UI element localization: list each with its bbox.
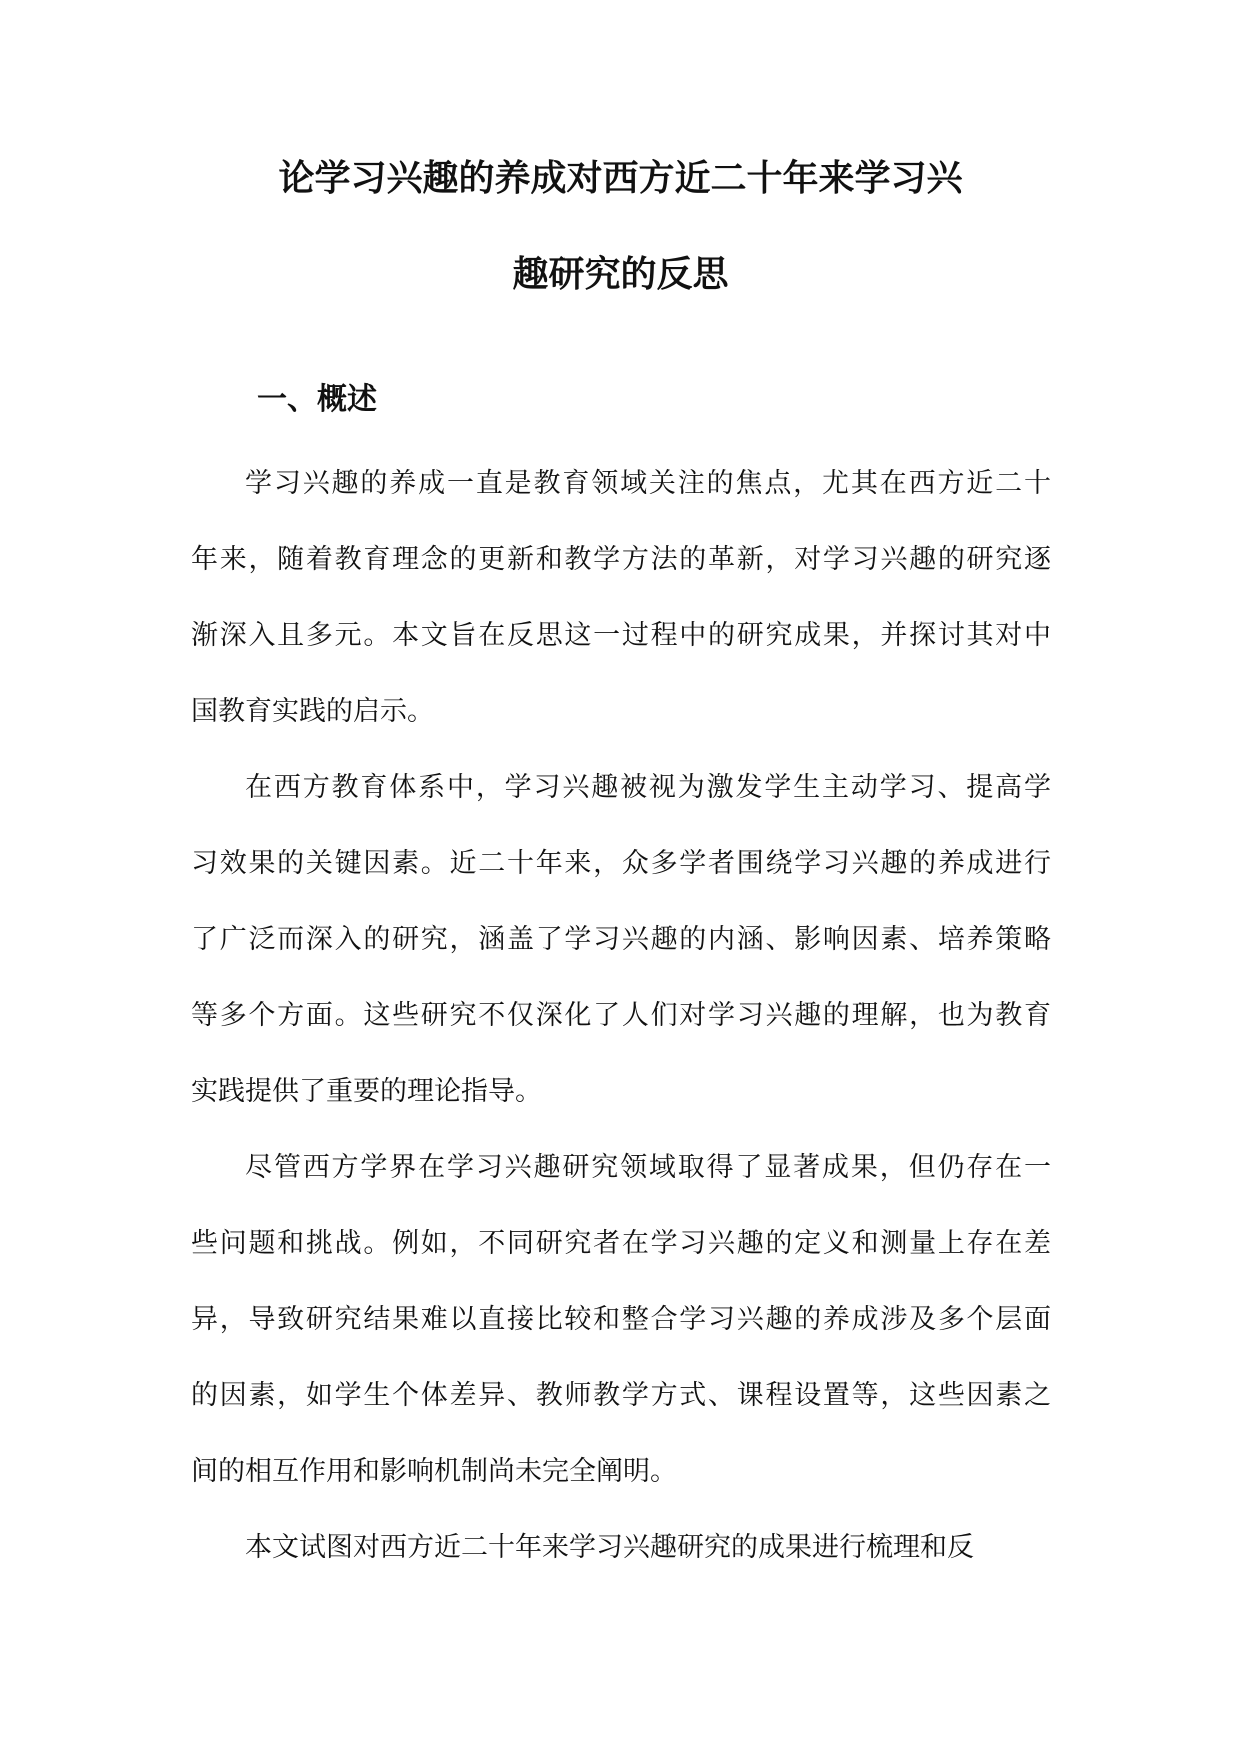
paragraph-line: 等多个方面。这些研究不仅深化了人们对学习兴趣的理解，也为教育 bbox=[191, 1000, 1051, 1031]
paragraph-line: 本文试图对西方近二十年来学习兴趣研究的成果进行梳理和反 bbox=[245, 1532, 974, 1563]
paragraph-1 bbox=[191, 462, 1051, 766]
section-heading: 一、概述 bbox=[257, 382, 377, 417]
paragraph-line: 学习兴趣的养成一直是教育领域关注的焦点，尤其在西方近二十 bbox=[245, 468, 1051, 499]
paragraph-line: 些问题和挑战。例如，不同研究者在学习兴趣的定义和测量上存在差 bbox=[191, 1228, 1051, 1259]
paragraph-line: 渐深入且多元。本文旨在反思这一过程中的研究成果，并探讨其对中 bbox=[191, 620, 1051, 651]
paragraph-4 bbox=[191, 1526, 1051, 1602]
document-title-line-2: 趣研究的反思 bbox=[512, 253, 729, 295]
document-title-line-1: 论学习兴趣的养成对西方近二十年来学习兴 bbox=[278, 157, 963, 199]
paragraph-3 bbox=[191, 1146, 1051, 1526]
paragraph-line: 在西方教育体系中，学习兴趣被视为激发学生主动学习、提高学 bbox=[245, 772, 1051, 803]
paragraph-2 bbox=[191, 766, 1051, 1146]
paragraph-line: 间的相互作用和影响机制尚未完全阐明。 bbox=[191, 1456, 677, 1487]
document-body bbox=[191, 462, 1051, 1602]
paragraph-line: 了广泛而深入的研究，涵盖了学习兴趣的内涵、影响因素、培养策略 bbox=[191, 924, 1051, 955]
paragraph-line: 异，导致研究结果难以直接比较和整合学习兴趣的养成涉及多个层面 bbox=[191, 1304, 1051, 1335]
paragraph-line: 年来，随着教育理念的更新和教学方法的革新，对学习兴趣的研究逐 bbox=[191, 544, 1051, 575]
paragraph-line: 尽管西方学界在学习兴趣研究领域取得了显著成果，但仍存在一 bbox=[245, 1152, 1051, 1183]
paragraph-line: 实践提供了重要的理论指导。 bbox=[191, 1076, 542, 1107]
paragraph-line: 国教育实践的启示。 bbox=[191, 696, 434, 727]
paragraph-line: 习效果的关键因素。近二十年来，众多学者围绕学习兴趣的养成进行 bbox=[191, 848, 1051, 879]
paragraph-line: 的因素，如学生个体差异、教师教学方式、课程设置等，这些因素之 bbox=[191, 1380, 1051, 1411]
